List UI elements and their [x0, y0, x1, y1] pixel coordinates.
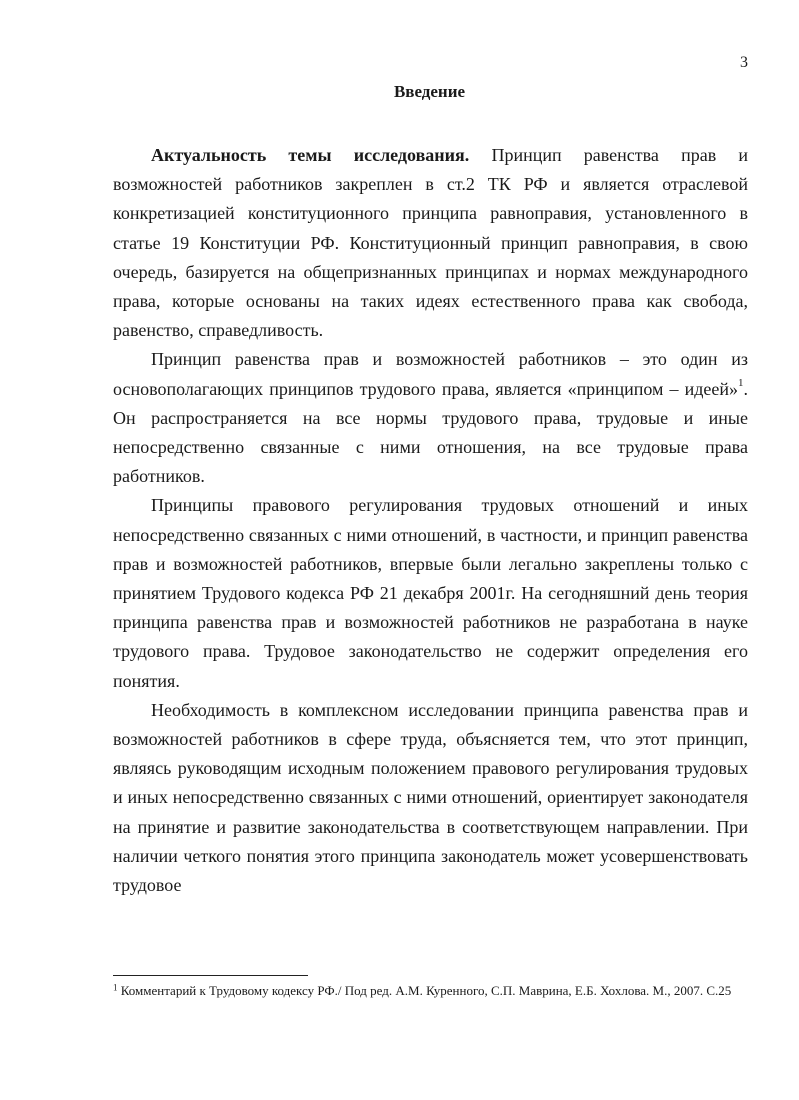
paragraph-text-after: . Он распространяется на все нормы трудового права, трудовые и иные непосредственно связанные с ними отношения, на все трудовые права работников. — [113, 378, 748, 487]
footnote-text: Комментарий к Трудовому кодексу РФ./ Под ред. А.М. Куренного, С.П. Маврина, Е.Б. Хохлова. М., 2007. С.25 — [117, 983, 732, 998]
paragraph-regulation: Принципы правового регулирования трудовых отношений и иных непосредственно связанных с ними отношений, в частности, и принцип равенства прав и возможностей работников, впервые были легально закреплены только с принятием Трудового кодекса РФ 21 декабря 2001г. На сегодняшний день теория принципа равенства прав и возможностей работников не разработана в науке трудового права. Трудовое законодательство не содержит определения его понятия. — [113, 495, 748, 691]
footnote — [113, 982, 753, 1000]
paragraph-necessity: Необходимость в комплексном исследовании принципа равенства прав и возможностей работников в сфере труда, объясняется тем, что этот принцип, являясь руководящим исходным положением правового регулирования трудовых и иных непосредственно связанных с ними отношений, ориентирует законодателя на принятие и развитие законодательства в соответствующем направлении. При наличии четкого понятия этого принципа законодатель может усовершенствовать трудовое — [113, 699, 748, 896]
body-text — [113, 141, 748, 900]
footnote-divider — [113, 975, 308, 976]
section-heading: Введение — [393, 82, 466, 101]
paragraph-principle — [113, 345, 748, 491]
paragraph-lead: Актуальность темы исследования. — [151, 145, 470, 165]
footnote-marker: 1 — [113, 982, 118, 993]
paragraph-text-before: Принцип равенства прав и возможностей работников – это один из основополагающих принципов трудового права, является «принципом – идеей» — [113, 349, 748, 399]
footnote-reference: 1 — [738, 376, 744, 389]
page-number: 3 — [740, 54, 748, 71]
paragraph-text: Принцип равенства прав и возможностей работников закреплен в ст.2 ТК РФ и является отраслевой конкретизацией конституционного принципа равноправия, установленного в статье 19 Конституции РФ. Конституционный принцип равноправия, в свою очередь, базируется на общепризнанных принципах и нормах международного права, которые основаны на таких идеях естественного права как свобода, равенство, справедливость. — [113, 145, 748, 341]
paragraph-relevance — [113, 141, 748, 345]
